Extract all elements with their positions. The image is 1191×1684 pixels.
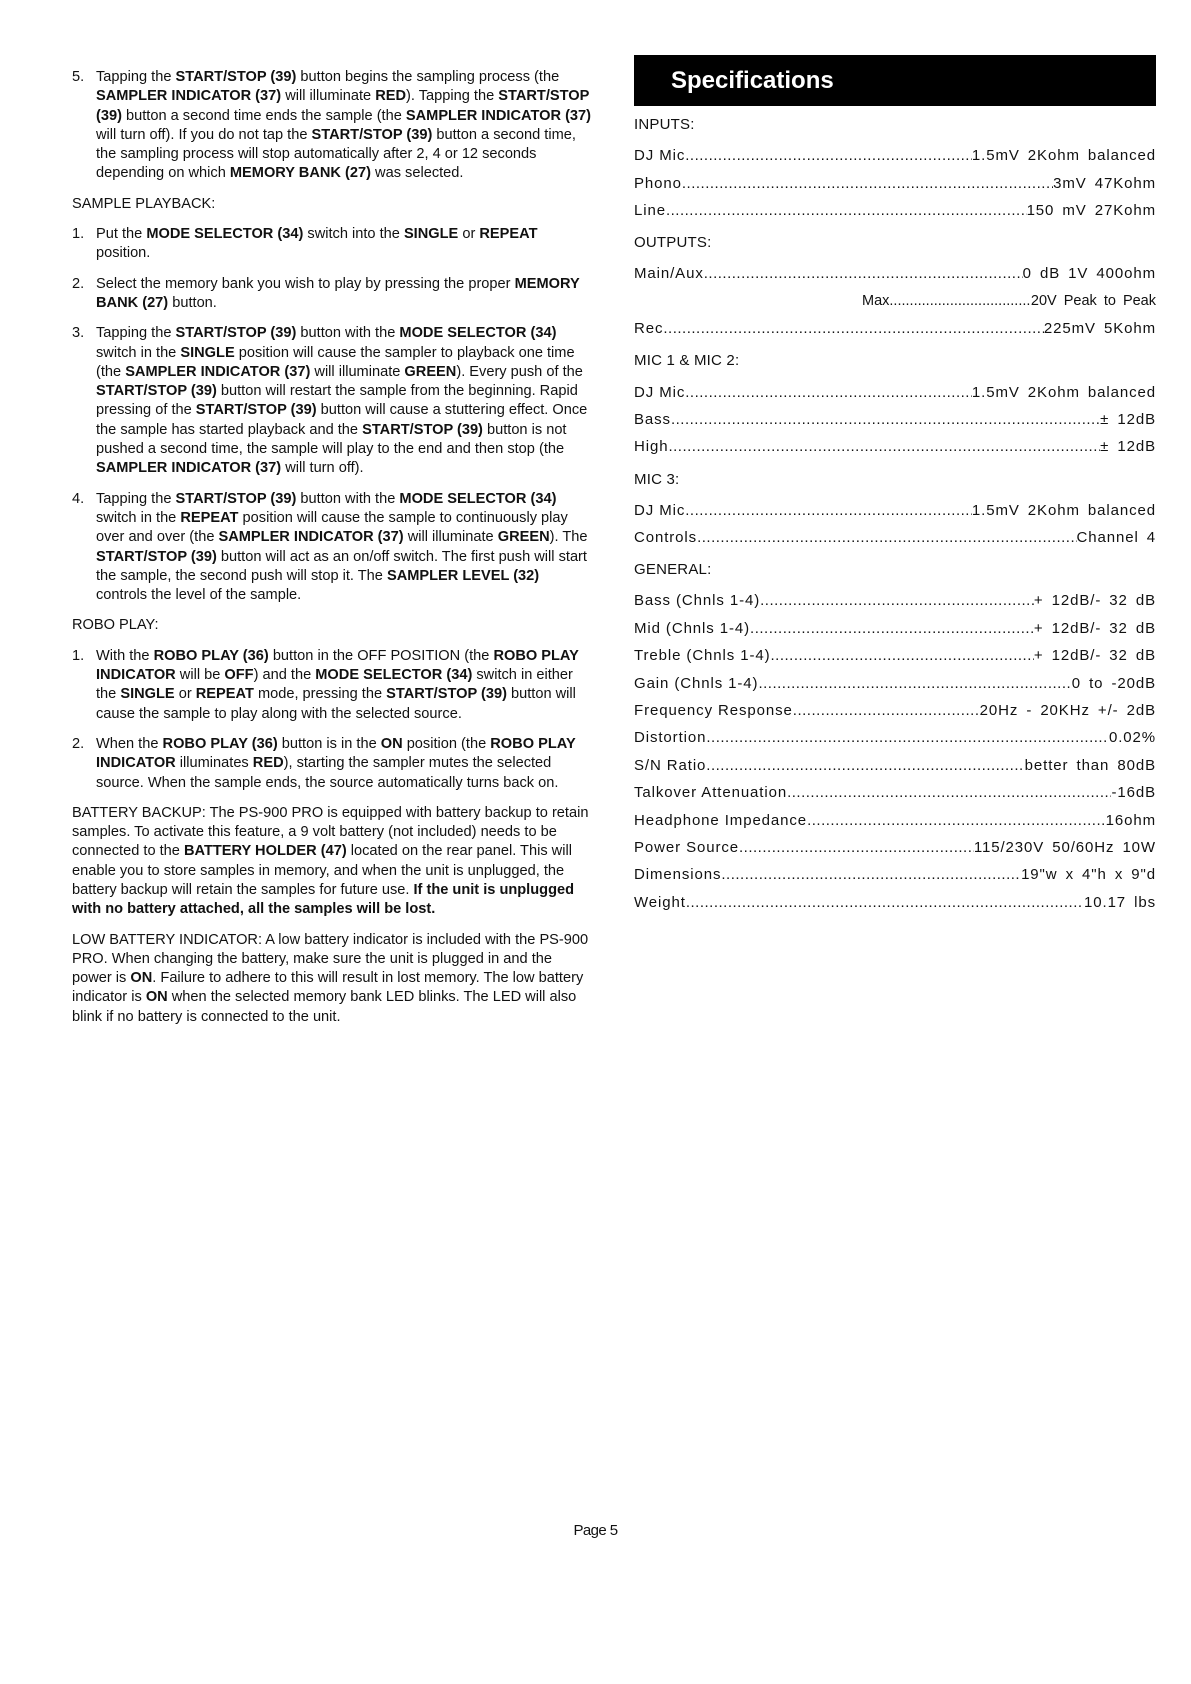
battery-backup-paragraph [72, 804, 594, 920]
spec-value: 150 mV 27Kohm [1026, 201, 1156, 219]
spec-value: 10.17 lbs [1084, 893, 1156, 911]
step-number: 1. [72, 647, 85, 664]
dot-leader [706, 729, 1109, 746]
text-run: located on the rear panel. This will enable you to store samples in memory, and when the unit is unplugged, the battery backup will retain the samples for future use. [72, 843, 572, 898]
spec-row [634, 861, 1156, 888]
bold-term: BATTERY HOLDER (47) [183, 843, 347, 860]
dot-leader [704, 265, 1023, 282]
spec-label: Gain (Chnls 1-4) [634, 674, 759, 692]
text-run: Tapping the [96, 69, 176, 85]
spec-row [634, 169, 1156, 196]
bold-term: OFF [224, 667, 254, 684]
text-run: button will cause a stuttering effect. Once the sample has started playback and the [96, 402, 588, 438]
spec-row [634, 433, 1156, 460]
text-run: position will cause the sampler to playback one time (the [96, 344, 575, 380]
bold-term: MEMORY BANK (27) [96, 275, 580, 311]
specifications-column [634, 55, 1156, 916]
text-run: switch in the [96, 344, 181, 361]
spec-value: 1.5mV 2Kohm balanced [971, 147, 1156, 165]
specifications-title-bar [634, 55, 1156, 106]
spec-label: High [634, 438, 669, 456]
dot-leader [771, 647, 1034, 664]
step-text [96, 648, 579, 722]
bold-term: SINGLE [180, 344, 235, 361]
text-run: BATTERY BACKUP: The PS-900 PRO is equipped with battery backup to retain samples. To activate this feature, a 9 volt battery (not included) needs to be connected to the [72, 804, 589, 860]
bold-term: RED [252, 755, 284, 772]
spec-row [634, 697, 1156, 724]
text-run: With the [96, 647, 154, 664]
bold-term: SAMPLER LEVEL (32) [386, 567, 540, 584]
bold-term: START/STOP (39) [175, 325, 297, 342]
text-run: position (the [402, 735, 491, 752]
step-number: 3. [72, 325, 85, 342]
step-text [96, 325, 587, 476]
bold-term: GREEN [404, 363, 457, 380]
text-run: button with the [296, 325, 400, 342]
spec-label: S/N Ratio [634, 756, 707, 774]
bold-term: MODE SELECTOR (34) [399, 490, 557, 507]
list-item [72, 324, 594, 478]
spec-label: Controls [634, 529, 698, 547]
text-run: will illuminate [310, 363, 405, 380]
spec-value: 20Hz - 20KHz +/- 2dB [979, 702, 1156, 720]
text-run: switch in either the [96, 667, 573, 703]
spec-value: 19"w x 4"h x 9"d [1021, 866, 1156, 884]
text-run: position. [96, 245, 151, 262]
bold-term: START/STOP (39) [96, 383, 217, 400]
text-run: ). Tapping the [406, 88, 499, 105]
spec-label: Rec [634, 320, 664, 338]
page-number: Page 5 [573, 1522, 618, 1539]
text-run: was selected. [370, 165, 464, 182]
bold-term: START/STOP (39) [96, 88, 590, 124]
step-text [96, 69, 591, 181]
bold-term: ON [145, 989, 168, 1006]
step-text [96, 491, 587, 603]
bold-term: ON [380, 735, 403, 752]
dot-leader [682, 175, 1053, 192]
list-item [72, 490, 594, 606]
spec-value: ± 12dB [1100, 438, 1156, 456]
spec-value: 0 dB 1V 400ohm [1022, 265, 1156, 283]
text-run: Tapping the [96, 490, 176, 507]
bold-term: ROBO PLAY (36) [162, 735, 278, 752]
bold-term: START/STOP (39) [96, 548, 217, 565]
dot-leader [697, 529, 1076, 546]
bold-term: MODE SELECTOR (34) [146, 226, 304, 243]
dot-leader [706, 757, 1024, 774]
bold-term: SAMPLER INDICATOR (37) [218, 529, 404, 546]
sample-playback-list [72, 225, 594, 605]
spec-label: Power Source [634, 839, 740, 856]
bold-term: If the unit is unplugged with no battery attached, all the samples will be lost. [72, 881, 575, 918]
text-run: ). Every push of the [456, 363, 583, 380]
step-number: 5. [72, 69, 85, 85]
spec-row [634, 834, 1156, 861]
list-item [72, 647, 594, 724]
dot-leader [889, 293, 1031, 309]
list-item [72, 225, 594, 264]
spec-row [634, 642, 1156, 669]
bold-term: RED [375, 88, 407, 105]
bold-term: MEMORY BANK (27) [229, 165, 371, 182]
spec-row [634, 378, 1156, 405]
step-number: 4. [72, 490, 85, 507]
dot-leader [721, 866, 1021, 883]
spec-value: + 12dB/- 32 dB [1033, 619, 1156, 637]
spec-section-heading: MIC 1 & MIC 2: [634, 352, 740, 370]
spec-row [634, 142, 1156, 169]
spec-value: + 12dB/- 32 dB [1033, 592, 1156, 610]
text-run: ). The [549, 529, 588, 546]
bold-term: START/STOP (39) [175, 69, 297, 85]
spec-row [634, 669, 1156, 696]
spec-label: Line [634, 201, 666, 219]
text-run: When the [96, 735, 163, 752]
text-run: ), starting the sampler mutes the selected source. When the sample ends, the source automatically turns back on. [96, 755, 559, 791]
dot-leader [807, 812, 1106, 829]
list-item [72, 735, 594, 793]
text-run: controls the level of the sample. [96, 587, 302, 604]
bold-term: START/STOP (39) [386, 686, 507, 703]
bold-term: SAMPLER INDICATOR (37) [405, 107, 592, 124]
spec-row [634, 587, 1156, 614]
spec-value: + 12dB/- 32 dB [1033, 647, 1156, 665]
bold-term: START/STOP (39) [175, 490, 297, 507]
text-run: . Failure to adhere to this will result in lost memory. The low battery indicator is [72, 970, 584, 1006]
spec-value: ± 12dB [1100, 410, 1156, 428]
spec-label: DJ Mic [634, 501, 686, 519]
text-run: switch in the [96, 509, 181, 526]
bold-term: SINGLE [403, 226, 459, 243]
spec-section-heading: OUTPUTS: [634, 234, 712, 252]
step-number: 2. [72, 735, 85, 752]
spec-value: 225mV 5Kohm [1043, 320, 1156, 338]
text-run: button will cause the sample to play along with the selected source. [96, 686, 576, 722]
dot-leader [758, 675, 1071, 692]
text-run: will illuminate [403, 529, 498, 546]
step-text [96, 226, 538, 261]
text-run: or [174, 686, 196, 703]
spec-value: 16ohm [1105, 811, 1156, 829]
spec-value: 1.5mV 2Kohm balanced [971, 501, 1156, 519]
bold-term: START/STOP (39) [311, 126, 433, 143]
text-run: will turn off). If you do not tap the [96, 126, 312, 143]
spec-label: Headphone Impedance [634, 811, 808, 829]
bold-term: GREEN [497, 529, 550, 546]
spec-row [634, 752, 1156, 779]
spec-value: 1.5mV 2Kohm balanced [971, 383, 1156, 401]
bold-term: START/STOP (39) [362, 421, 483, 438]
spec-label: Bass [634, 410, 671, 428]
instructions-column [72, 68, 594, 1038]
spec-row [634, 779, 1156, 806]
spec-value: 3mV 47Kohm [1053, 174, 1156, 192]
spec-label: Phono [634, 174, 682, 192]
text-run: switch into the [303, 226, 404, 243]
spec-value: 115/230V 50/60Hz 10W [973, 839, 1156, 856]
text-run: LOW BATTERY INDICATOR: A low battery indicator is included with the PS-900 PRO. When changing the battery, make sure the unit is plugged in and the power is [72, 931, 589, 987]
spec-label: Frequency Response [634, 702, 793, 720]
step-5-list [72, 68, 594, 184]
spec-label: DJ Mic [634, 147, 686, 165]
text-run: button will restart the sample from the beginning. Rapid pressing of the [96, 383, 578, 419]
text-run: button a second time ends the sample (the [121, 107, 406, 124]
bold-term: SAMPLER INDICATOR (37) [96, 460, 282, 477]
bold-term: ON [130, 970, 153, 987]
dot-leader [685, 147, 972, 164]
bold-term: MODE SELECTOR (34) [315, 667, 473, 684]
dot-leader [750, 620, 1034, 637]
spec-label: Mid (Chnls 1-4) [634, 619, 751, 637]
spec-row [634, 615, 1156, 642]
text-run: button will act as an on/off switch. The first push will start the sample, the second push will stop it. The [96, 548, 587, 584]
dot-leader [685, 384, 972, 401]
text-run: button begins the sampling process (the [296, 69, 560, 85]
spec-label: DJ Mic [634, 383, 686, 401]
spec-row [634, 524, 1156, 551]
spec-label: Bass (Chnls 1-4) [634, 592, 761, 610]
spec-section-heading: MIC 3: [634, 470, 680, 488]
dot-leader [686, 894, 1084, 911]
spec-label: Max [862, 293, 890, 310]
text-run: Select the memory bank you wish to play by pressing the proper [96, 275, 515, 292]
bold-term: SAMPLER INDICATOR (37) [96, 88, 282, 105]
text-run: position will cause the sample to continuously play over and over (the [96, 509, 568, 546]
text-run: will turn off). [281, 460, 364, 477]
spec-section-heading: INPUTS: [634, 116, 695, 133]
bold-term: ROBO PLAY INDICATOR [96, 735, 576, 772]
text-run: button in the OFF POSITION (the [268, 647, 494, 664]
dot-leader [671, 411, 1100, 428]
spec-row [634, 260, 1156, 287]
specifications-title: Specifications [671, 66, 834, 94]
spec-label: Dimensions [634, 866, 722, 884]
spec-value: 0 to -20dB [1071, 674, 1156, 692]
step-number: 2. [72, 275, 85, 292]
list-item [72, 275, 594, 314]
spec-value: better than 80dB [1024, 756, 1156, 774]
text-run: button with the [296, 490, 400, 507]
spec-row [634, 406, 1156, 433]
bold-term: REPEAT [479, 226, 538, 243]
spec-label: Weight [634, 893, 686, 911]
text-run: Put the [96, 226, 147, 243]
robo-play-heading: ROBO PLAY: [72, 617, 159, 634]
bold-term: REPEAT [180, 509, 239, 526]
step-number: 1. [72, 226, 85, 243]
text-run: or [458, 226, 480, 243]
text-run: button is in the [277, 735, 381, 752]
spec-row [634, 497, 1156, 524]
dot-leader [739, 839, 974, 856]
step-5 [72, 68, 594, 184]
spec-value: 0.02% [1108, 729, 1156, 747]
spec-value: 20V Peak to Peak [1030, 293, 1156, 310]
text-run: when the selected memory bank LED blinks. The LED will also blink if no battery is connected to the unit. [72, 989, 577, 1025]
text-run: mode, pressing the [253, 686, 387, 703]
low-battery-paragraph [72, 931, 594, 1027]
spec-value: Channel 4 [1076, 529, 1156, 547]
text-run: Tapping the [96, 325, 176, 342]
bold-term: ROBO PLAY INDICATOR [96, 647, 579, 684]
text-run: will illuminate [281, 88, 376, 105]
spec-label: Treble (Chnls 1-4) [634, 647, 771, 665]
spec-value: -16dB [1111, 784, 1156, 802]
bold-term: REPEAT [195, 686, 254, 703]
text-run: will be [175, 667, 225, 684]
spec-row [634, 889, 1156, 916]
text-run: button. [168, 294, 217, 311]
dot-leader [787, 784, 1111, 801]
spec-sections [634, 116, 1156, 916]
bold-term: SINGLE [120, 686, 175, 703]
text-run: button a second time, the sampling process will stop automatically after 2, 4 or 12 seconds depending on which [96, 126, 576, 182]
dot-leader [685, 502, 972, 519]
bold-term: SAMPLER INDICATOR (37) [125, 363, 311, 380]
text-run: illuminates [175, 755, 253, 772]
dot-leader [760, 592, 1034, 609]
step-text [96, 736, 575, 791]
spec-row [634, 288, 1156, 315]
sample-playback-heading: SAMPLE PLAYBACK: [72, 195, 216, 212]
dot-leader [666, 202, 1027, 219]
spec-row [634, 197, 1156, 224]
dot-leader [668, 438, 1100, 455]
robo-play-list [72, 647, 594, 793]
dot-leader [663, 320, 1044, 337]
dot-leader [793, 702, 980, 719]
bold-term: START/STOP (39) [195, 402, 317, 419]
spec-row [634, 806, 1156, 833]
step-text [96, 276, 579, 311]
text-run: ) and the [253, 667, 316, 684]
spec-section-heading: GENERAL: [634, 561, 712, 579]
spec-row [634, 315, 1156, 342]
text-run: button is not pushed a second time, the sample will play to the end and then stop (the [96, 421, 567, 458]
spec-row [634, 724, 1156, 751]
bold-term: ROBO PLAY (36) [153, 647, 269, 664]
bold-term: MODE SELECTOR (34) [399, 325, 557, 342]
spec-label: Talkover Attenuation [634, 784, 788, 802]
spec-label: Main/Aux [634, 265, 704, 283]
spec-label: Distortion [634, 729, 707, 747]
